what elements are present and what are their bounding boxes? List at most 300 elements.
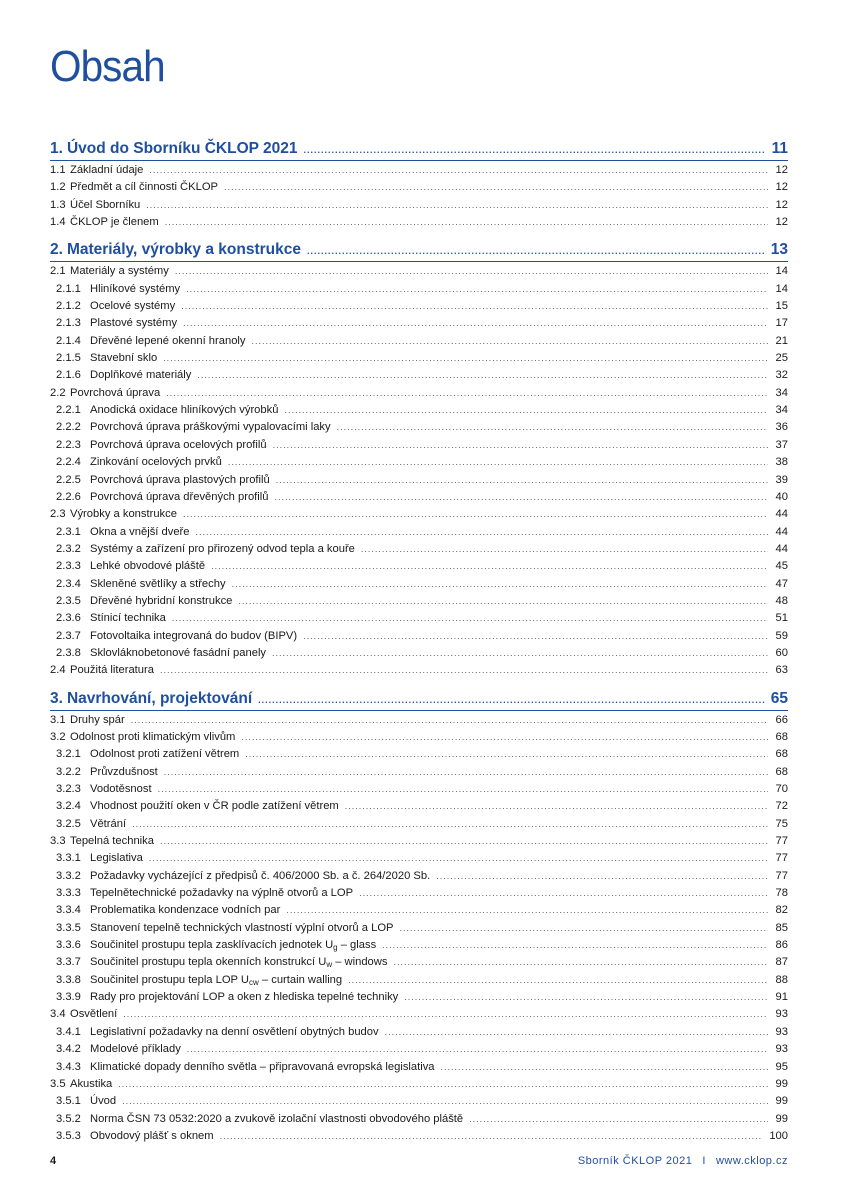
entry-title xyxy=(90,541,355,558)
entry-title-text: Odolnost proti zatížení větrem xyxy=(90,748,240,761)
entry-page: 40 xyxy=(775,490,788,503)
toc-entry[interactable] xyxy=(50,576,788,593)
chapter-number: 3. xyxy=(50,689,63,707)
page-title: Obsah xyxy=(50,42,165,91)
entry-page: 15 xyxy=(775,300,788,313)
toc-entry[interactable] xyxy=(50,506,788,523)
entry-number: 3.3.4 xyxy=(56,904,81,917)
dot-leader xyxy=(307,240,765,262)
entry-page: 77 xyxy=(775,852,788,865)
entry-title xyxy=(90,350,157,367)
entry-title-text: Odolnost proti klimatickým vlivům xyxy=(70,730,236,743)
dot-leader xyxy=(286,902,768,919)
toc-entry[interactable] xyxy=(50,214,788,231)
entry-page: 93 xyxy=(775,1043,788,1056)
entry-title-text: Skleněné světlíky a střechy xyxy=(90,577,226,590)
page-number: 4 xyxy=(50,1155,57,1167)
entry-title xyxy=(70,263,169,280)
entry-title xyxy=(90,576,226,593)
entry-title xyxy=(70,833,154,850)
entry-page: 44 xyxy=(775,525,788,538)
entry-title-text: Legislativní požadavky na denní osvětlení obytných budov xyxy=(90,1025,379,1038)
entry-title-text: Povrchová úprava xyxy=(70,386,161,399)
entry-title-text: Klimatické dopady denního světla – připravovaná evropská legislativa xyxy=(90,1060,435,1073)
toc-entry[interactable] xyxy=(50,489,788,506)
entry-title-text: Fotovoltaika integrovaná do budov (BIPV) xyxy=(90,629,298,642)
entry-number: 2.3.5 xyxy=(56,594,81,607)
entry-title xyxy=(90,1111,463,1128)
toc-entry[interactable] xyxy=(50,1059,788,1076)
entry-page: 75 xyxy=(775,817,788,830)
dot-leader xyxy=(241,729,768,746)
toc-entry[interactable] xyxy=(50,179,788,196)
dot-leader xyxy=(122,1093,768,1110)
chapter-number: 2. xyxy=(50,241,63,259)
entry-number: 3.3.2 xyxy=(56,869,81,882)
entry-page: 37 xyxy=(775,438,788,451)
dot-leader xyxy=(348,972,768,989)
entry-number: 3.4.1 xyxy=(56,1025,81,1038)
entry-page: 99 xyxy=(775,1095,788,1108)
toc-entry[interactable] xyxy=(50,541,788,558)
dot-leader xyxy=(399,920,768,937)
entry-number: 3.2.3 xyxy=(56,783,81,795)
toc-entry[interactable] xyxy=(50,1111,788,1128)
toc-entry[interactable] xyxy=(50,1076,788,1093)
entry-title-text: Průvzdušnost xyxy=(90,765,158,778)
entry-page: 78 xyxy=(775,887,788,900)
entry-number: 1.1 xyxy=(50,164,66,176)
toc-entry[interactable] xyxy=(50,333,788,350)
toc-entry[interactable] xyxy=(50,989,788,1006)
toc-entry[interactable] xyxy=(50,746,788,763)
entry-number: 3.3.5 xyxy=(56,921,81,934)
dot-leader xyxy=(232,576,768,593)
entry-number: 2.3 xyxy=(50,508,66,521)
entry-page: 14 xyxy=(775,282,788,295)
entry-page: 47 xyxy=(775,577,788,590)
chapter-title: Materiály, výrobky a konstrukce xyxy=(66,241,301,259)
dot-leader xyxy=(160,833,768,850)
entry-page: 21 xyxy=(775,334,788,347)
toc-entry[interactable] xyxy=(50,524,788,541)
entry-page: 34 xyxy=(775,404,788,417)
entry-title-text: Osvětlení xyxy=(70,1008,118,1021)
dot-leader xyxy=(123,1006,768,1023)
entry-number: 3.3.9 xyxy=(56,991,81,1004)
toc-entry[interactable] xyxy=(50,472,788,489)
entry-title-text: Ocelové systémy xyxy=(90,300,176,313)
entry-title-text: Problematika kondenzace vodních par xyxy=(90,904,281,917)
dot-leader xyxy=(181,298,768,315)
entry-title xyxy=(90,402,278,419)
dot-leader xyxy=(186,281,768,298)
chapter-block xyxy=(50,138,788,231)
entry-number: 2.1 xyxy=(50,265,66,278)
toc-entry[interactable] xyxy=(50,1006,788,1023)
entry-page: 68 xyxy=(775,730,788,743)
toc-entry[interactable] xyxy=(50,263,788,280)
entry-title xyxy=(90,628,297,645)
toc-entry[interactable] xyxy=(50,868,788,885)
entry-page: 32 xyxy=(775,369,788,382)
website-link[interactable]: www.cklop.cz xyxy=(715,1155,788,1167)
entry-title-text: Norma ČSN 73 0532:2020 a zvukově izolační vlastnosti obvodového pláště xyxy=(90,1112,464,1125)
toc-entry[interactable] xyxy=(50,197,788,214)
entry-page: 48 xyxy=(775,594,788,607)
entry-title xyxy=(90,437,267,454)
entry-number: 3.2.1 xyxy=(56,748,81,761)
dot-leader xyxy=(303,628,768,645)
entry-page: 51 xyxy=(775,612,788,625)
dot-leader xyxy=(274,489,768,506)
toc-entry[interactable] xyxy=(50,645,788,662)
entry-title-text: Použitá literatura xyxy=(70,664,154,677)
entry-number: 3.3.3 xyxy=(56,887,81,900)
dot-leader xyxy=(436,868,768,885)
dot-leader xyxy=(258,689,765,711)
dot-leader xyxy=(284,402,768,419)
toc-entry[interactable] xyxy=(50,833,788,850)
entry-title-text: Povrchová úprava práškovými vypalovacími laky xyxy=(90,421,331,434)
dot-leader xyxy=(385,1024,768,1041)
entry-title xyxy=(70,729,235,746)
entry-number: 3.1 xyxy=(50,713,66,726)
toc-entry[interactable] xyxy=(50,315,788,332)
entry-title-text: Doplňkové materiály xyxy=(90,369,192,382)
entry-page: 68 xyxy=(775,748,788,761)
entry-number: 2.2 xyxy=(50,386,66,399)
entry-title xyxy=(90,746,239,763)
entry-number: 3.3.7 xyxy=(56,956,81,969)
chapter-heading[interactable] xyxy=(50,138,788,160)
toc-entry[interactable] xyxy=(50,816,788,833)
dot-leader xyxy=(146,197,768,214)
entry-title xyxy=(90,558,205,575)
toc-entry[interactable] xyxy=(50,454,788,471)
entry-title-text: Vhodnost použití oken v ČR podle zatížení větrem xyxy=(90,800,339,813)
entry-title-suffix: – windows xyxy=(332,956,388,969)
entry-subscript: g xyxy=(333,943,338,953)
entry-title-text: Plastové systémy xyxy=(90,317,178,330)
dot-leader xyxy=(252,333,769,350)
entry-title xyxy=(70,197,140,214)
entry-number: 2.2.1 xyxy=(56,404,81,417)
entry-title xyxy=(90,419,331,436)
dot-leader xyxy=(469,1111,768,1128)
toc-entry[interactable] xyxy=(50,1128,788,1145)
dot-leader xyxy=(441,1059,768,1076)
chapter-title: Úvod do Sborníku ČKLOP 2021 xyxy=(66,140,298,157)
entry-title-text: Požadavky vycházející z předpisů č. 406/2000 Sb. a č. 264/2020 Sb. xyxy=(90,869,431,882)
entry-title-text: Součinitel prostupu tepla okenních konstrukcí U xyxy=(90,956,327,969)
entry-page: 44 xyxy=(775,542,788,555)
dot-leader xyxy=(149,162,768,179)
entry-page: 17 xyxy=(775,317,788,330)
entry-page: 93 xyxy=(775,1025,788,1038)
dot-leader xyxy=(196,524,769,541)
toc-entry[interactable] xyxy=(50,902,788,919)
entry-title-text: Anodická oxidace hliníkových výrobků xyxy=(90,404,279,417)
entry-title-text: Předmět a cíl činnosti ČKLOP xyxy=(70,181,218,194)
entry-title xyxy=(90,1093,116,1110)
entry-page: 36 xyxy=(775,421,788,434)
dot-leader xyxy=(118,1076,768,1093)
entry-number: 2.1.2 xyxy=(56,300,81,313)
dot-leader xyxy=(158,781,768,798)
entry-number: 2.3.3 xyxy=(56,560,81,573)
entry-title xyxy=(70,214,159,231)
toc-entry[interactable] xyxy=(50,437,788,454)
dot-leader xyxy=(393,954,768,971)
entry-title-text: Stínicí technika xyxy=(90,612,166,625)
dot-leader xyxy=(220,1128,764,1145)
dot-leader xyxy=(211,558,768,575)
entry-number: 2.2.3 xyxy=(56,438,81,451)
entry-page: 12 xyxy=(775,198,788,211)
toc-entry[interactable] xyxy=(50,920,788,937)
entry-page: 14 xyxy=(775,265,788,278)
entry-number: 3.5.3 xyxy=(56,1129,81,1142)
chapter-page: 11 xyxy=(771,140,788,157)
entry-page: 72 xyxy=(775,800,788,813)
entry-number: 3.3 xyxy=(50,835,66,848)
entry-page: 25 xyxy=(775,352,788,365)
entry-subscript: w xyxy=(326,960,333,970)
entry-title xyxy=(90,315,177,332)
toc-entry[interactable] xyxy=(50,937,788,954)
entry-page: 66 xyxy=(775,713,788,726)
dot-leader xyxy=(272,645,768,662)
entry-title-text: Modelové příklady xyxy=(90,1043,181,1056)
publication-name: Sborník ČKLOP 2021 xyxy=(577,1155,693,1167)
entry-page: 95 xyxy=(775,1060,788,1073)
toc-entry[interactable] xyxy=(50,1093,788,1110)
entry-number: 2.1.3 xyxy=(56,317,81,330)
entry-number: 3.5.2 xyxy=(56,1112,81,1125)
dot-leader xyxy=(132,816,768,833)
entry-number: 2.2.5 xyxy=(56,473,81,486)
entry-page: 82 xyxy=(775,904,788,917)
toc-entry[interactable] xyxy=(50,610,788,627)
entry-number: 2.2.4 xyxy=(56,456,81,469)
entry-title xyxy=(90,781,152,798)
entry-title-text: Druhy spár xyxy=(70,713,125,726)
entry-page: 12 xyxy=(775,164,788,176)
entry-number: 2.3.7 xyxy=(56,629,81,642)
entry-title-text: Obvodový plášť s oknem xyxy=(90,1129,214,1142)
toc-entry[interactable] xyxy=(50,729,788,746)
entry-title-suffix: – curtain walling xyxy=(258,973,343,986)
dot-leader xyxy=(276,472,768,489)
entry-number: 1.4 xyxy=(50,216,66,229)
entry-title-text: Tepelná technika xyxy=(70,835,154,848)
entry-title-text: Účel Sborníku xyxy=(70,198,141,211)
entry-title-text: Hliníkové systémy xyxy=(90,282,181,295)
toc-entry[interactable] xyxy=(50,885,788,902)
chapter-page: 65 xyxy=(770,689,788,707)
entry-title-text: Rady pro projektování LOP a oken z hlediska tepelné techniky xyxy=(90,991,399,1004)
entry-page: 85 xyxy=(775,921,788,934)
entry-title xyxy=(70,506,177,523)
dot-leader xyxy=(337,419,768,436)
entry-number: 2.2.2 xyxy=(56,421,81,434)
entry-subscript: cw xyxy=(249,977,259,987)
entry-title xyxy=(70,162,143,179)
toc-entry[interactable] xyxy=(50,972,788,989)
entry-title xyxy=(90,1041,181,1058)
toc-entry[interactable] xyxy=(50,781,788,798)
footer-separator: I xyxy=(702,1155,706,1167)
entry-page: 93 xyxy=(775,1008,788,1021)
dot-leader xyxy=(224,179,768,196)
toc-entry[interactable] xyxy=(50,281,788,298)
entry-number: 2.3.2 xyxy=(56,542,81,555)
dot-leader xyxy=(166,385,768,402)
entry-title-text: Povrchová úprava dřevěných profilů xyxy=(90,490,269,503)
entry-title xyxy=(90,989,398,1006)
toc-entry[interactable] xyxy=(50,593,788,610)
entry-page: 34 xyxy=(775,386,788,399)
chapter-heading[interactable] xyxy=(50,239,788,261)
entry-title xyxy=(90,454,222,471)
entry-number: 3.4.2 xyxy=(56,1043,81,1056)
entry-number: 3.3.1 xyxy=(56,852,81,865)
chapter-block xyxy=(50,688,788,1146)
entry-page: 99 xyxy=(775,1077,788,1090)
toc-entry[interactable] xyxy=(50,298,788,315)
entry-page: 99 xyxy=(775,1112,788,1125)
entry-page: 44 xyxy=(775,508,788,521)
chapter-heading[interactable] xyxy=(50,688,788,710)
dot-leader xyxy=(361,541,768,558)
entry-title xyxy=(90,764,158,781)
entry-title-text: Součinitel prostupu tepla LOP U xyxy=(90,973,250,986)
entry-title xyxy=(70,1006,117,1023)
entry-number: 3.3.6 xyxy=(56,939,81,952)
entry-page: 12 xyxy=(775,216,788,229)
entry-page: 59 xyxy=(775,629,788,642)
dot-leader xyxy=(273,437,768,454)
entry-title xyxy=(90,593,232,610)
toc-entry[interactable] xyxy=(50,1041,788,1058)
entry-page: 12 xyxy=(775,181,788,194)
entry-page: 39 xyxy=(775,473,788,486)
toc-entry[interactable] xyxy=(50,402,788,419)
dot-leader xyxy=(382,937,768,954)
entry-title xyxy=(70,662,154,679)
entry-title-text: Součinitel prostupu tepla zasklívacích jednotek U xyxy=(90,939,334,952)
entry-number: 2.1.4 xyxy=(56,334,81,347)
entry-number: 2.3.1 xyxy=(56,525,81,538)
dot-leader xyxy=(165,214,768,231)
entry-title xyxy=(90,850,143,867)
entry-title-text: Povrchová úprava ocelových profilů xyxy=(90,438,267,451)
entry-number: 3.2.2 xyxy=(56,765,81,778)
dot-leader xyxy=(245,746,768,763)
toc-entry[interactable] xyxy=(50,367,788,384)
entry-title-text: Legislativa xyxy=(90,852,143,865)
entry-title xyxy=(90,885,353,902)
entry-title xyxy=(90,868,430,885)
toc-entry[interactable] xyxy=(50,558,788,575)
entry-title-suffix: – glass xyxy=(337,939,377,952)
chapter-number: 1. xyxy=(50,140,63,157)
entry-page: 77 xyxy=(775,869,788,882)
dot-leader xyxy=(131,712,768,729)
entry-title-text: Lehké obvodové pláště xyxy=(90,560,206,573)
entry-title-text: Výrobky a konstrukce xyxy=(70,508,177,521)
chapter-block xyxy=(50,239,788,679)
footer-right xyxy=(578,1155,788,1167)
toc-entry[interactable] xyxy=(50,162,788,179)
entry-number: 3.4 xyxy=(50,1008,66,1021)
entry-title-text: Materiály a systémy xyxy=(70,265,169,278)
entry-title xyxy=(90,645,266,662)
entry-title xyxy=(90,798,339,815)
toc-entry[interactable] xyxy=(50,764,788,781)
entry-page: 88 xyxy=(775,973,788,986)
dot-leader xyxy=(163,350,768,367)
entry-number: 2.1.6 xyxy=(56,369,81,382)
entry-number: 3.2.4 xyxy=(56,800,81,813)
dot-leader xyxy=(172,610,768,627)
toc-entry[interactable] xyxy=(50,850,788,867)
entry-title xyxy=(90,1024,379,1041)
entry-title-text: Základní údaje xyxy=(70,164,144,176)
entry-page: 63 xyxy=(775,664,788,677)
entry-title xyxy=(90,920,393,937)
entry-page: 91 xyxy=(775,991,788,1004)
entry-title xyxy=(90,524,190,541)
toc-entry[interactable] xyxy=(50,419,788,436)
entry-page: 86 xyxy=(775,939,788,952)
entry-number: 2.3.6 xyxy=(56,612,81,625)
entry-number: 1.3 xyxy=(50,198,66,211)
chapter-title: Navrhování, projektování xyxy=(66,689,253,707)
dot-leader xyxy=(183,506,768,523)
entry-number: 2.1.5 xyxy=(56,352,81,365)
toc-entry[interactable] xyxy=(50,712,788,729)
dot-leader xyxy=(345,798,768,815)
toc-entry[interactable] xyxy=(50,798,788,815)
entry-number: 2.3.4 xyxy=(56,577,81,590)
toc-entry[interactable] xyxy=(50,385,788,402)
toc-entry[interactable] xyxy=(50,1024,788,1041)
toc-entry[interactable] xyxy=(50,350,788,367)
entry-page: 38 xyxy=(775,456,788,469)
dot-leader xyxy=(160,662,768,679)
entry-number: 3.5 xyxy=(50,1077,66,1090)
toc-entry[interactable] xyxy=(50,662,788,679)
entry-title-text: Dřevěné hybridní konstrukce xyxy=(90,594,233,607)
entry-number: 3.5.1 xyxy=(56,1095,81,1108)
entry-title-text: Akustika xyxy=(70,1077,113,1090)
dot-leader xyxy=(359,885,768,902)
entry-title-text: Větrání xyxy=(90,817,127,830)
entry-title xyxy=(70,179,218,196)
entry-title-text: Sklovláknobetonové fasádní panely xyxy=(90,646,267,659)
entry-number: 3.4.3 xyxy=(56,1060,81,1073)
entry-number: 1.2 xyxy=(50,181,66,194)
dot-leader xyxy=(303,139,765,161)
toc-entry[interactable] xyxy=(50,628,788,645)
entry-title-text: ČKLOP je členem xyxy=(70,216,159,229)
dot-leader xyxy=(175,263,768,280)
toc-entry[interactable] xyxy=(50,954,788,971)
dot-leader xyxy=(187,1041,768,1058)
entry-title xyxy=(70,712,125,729)
